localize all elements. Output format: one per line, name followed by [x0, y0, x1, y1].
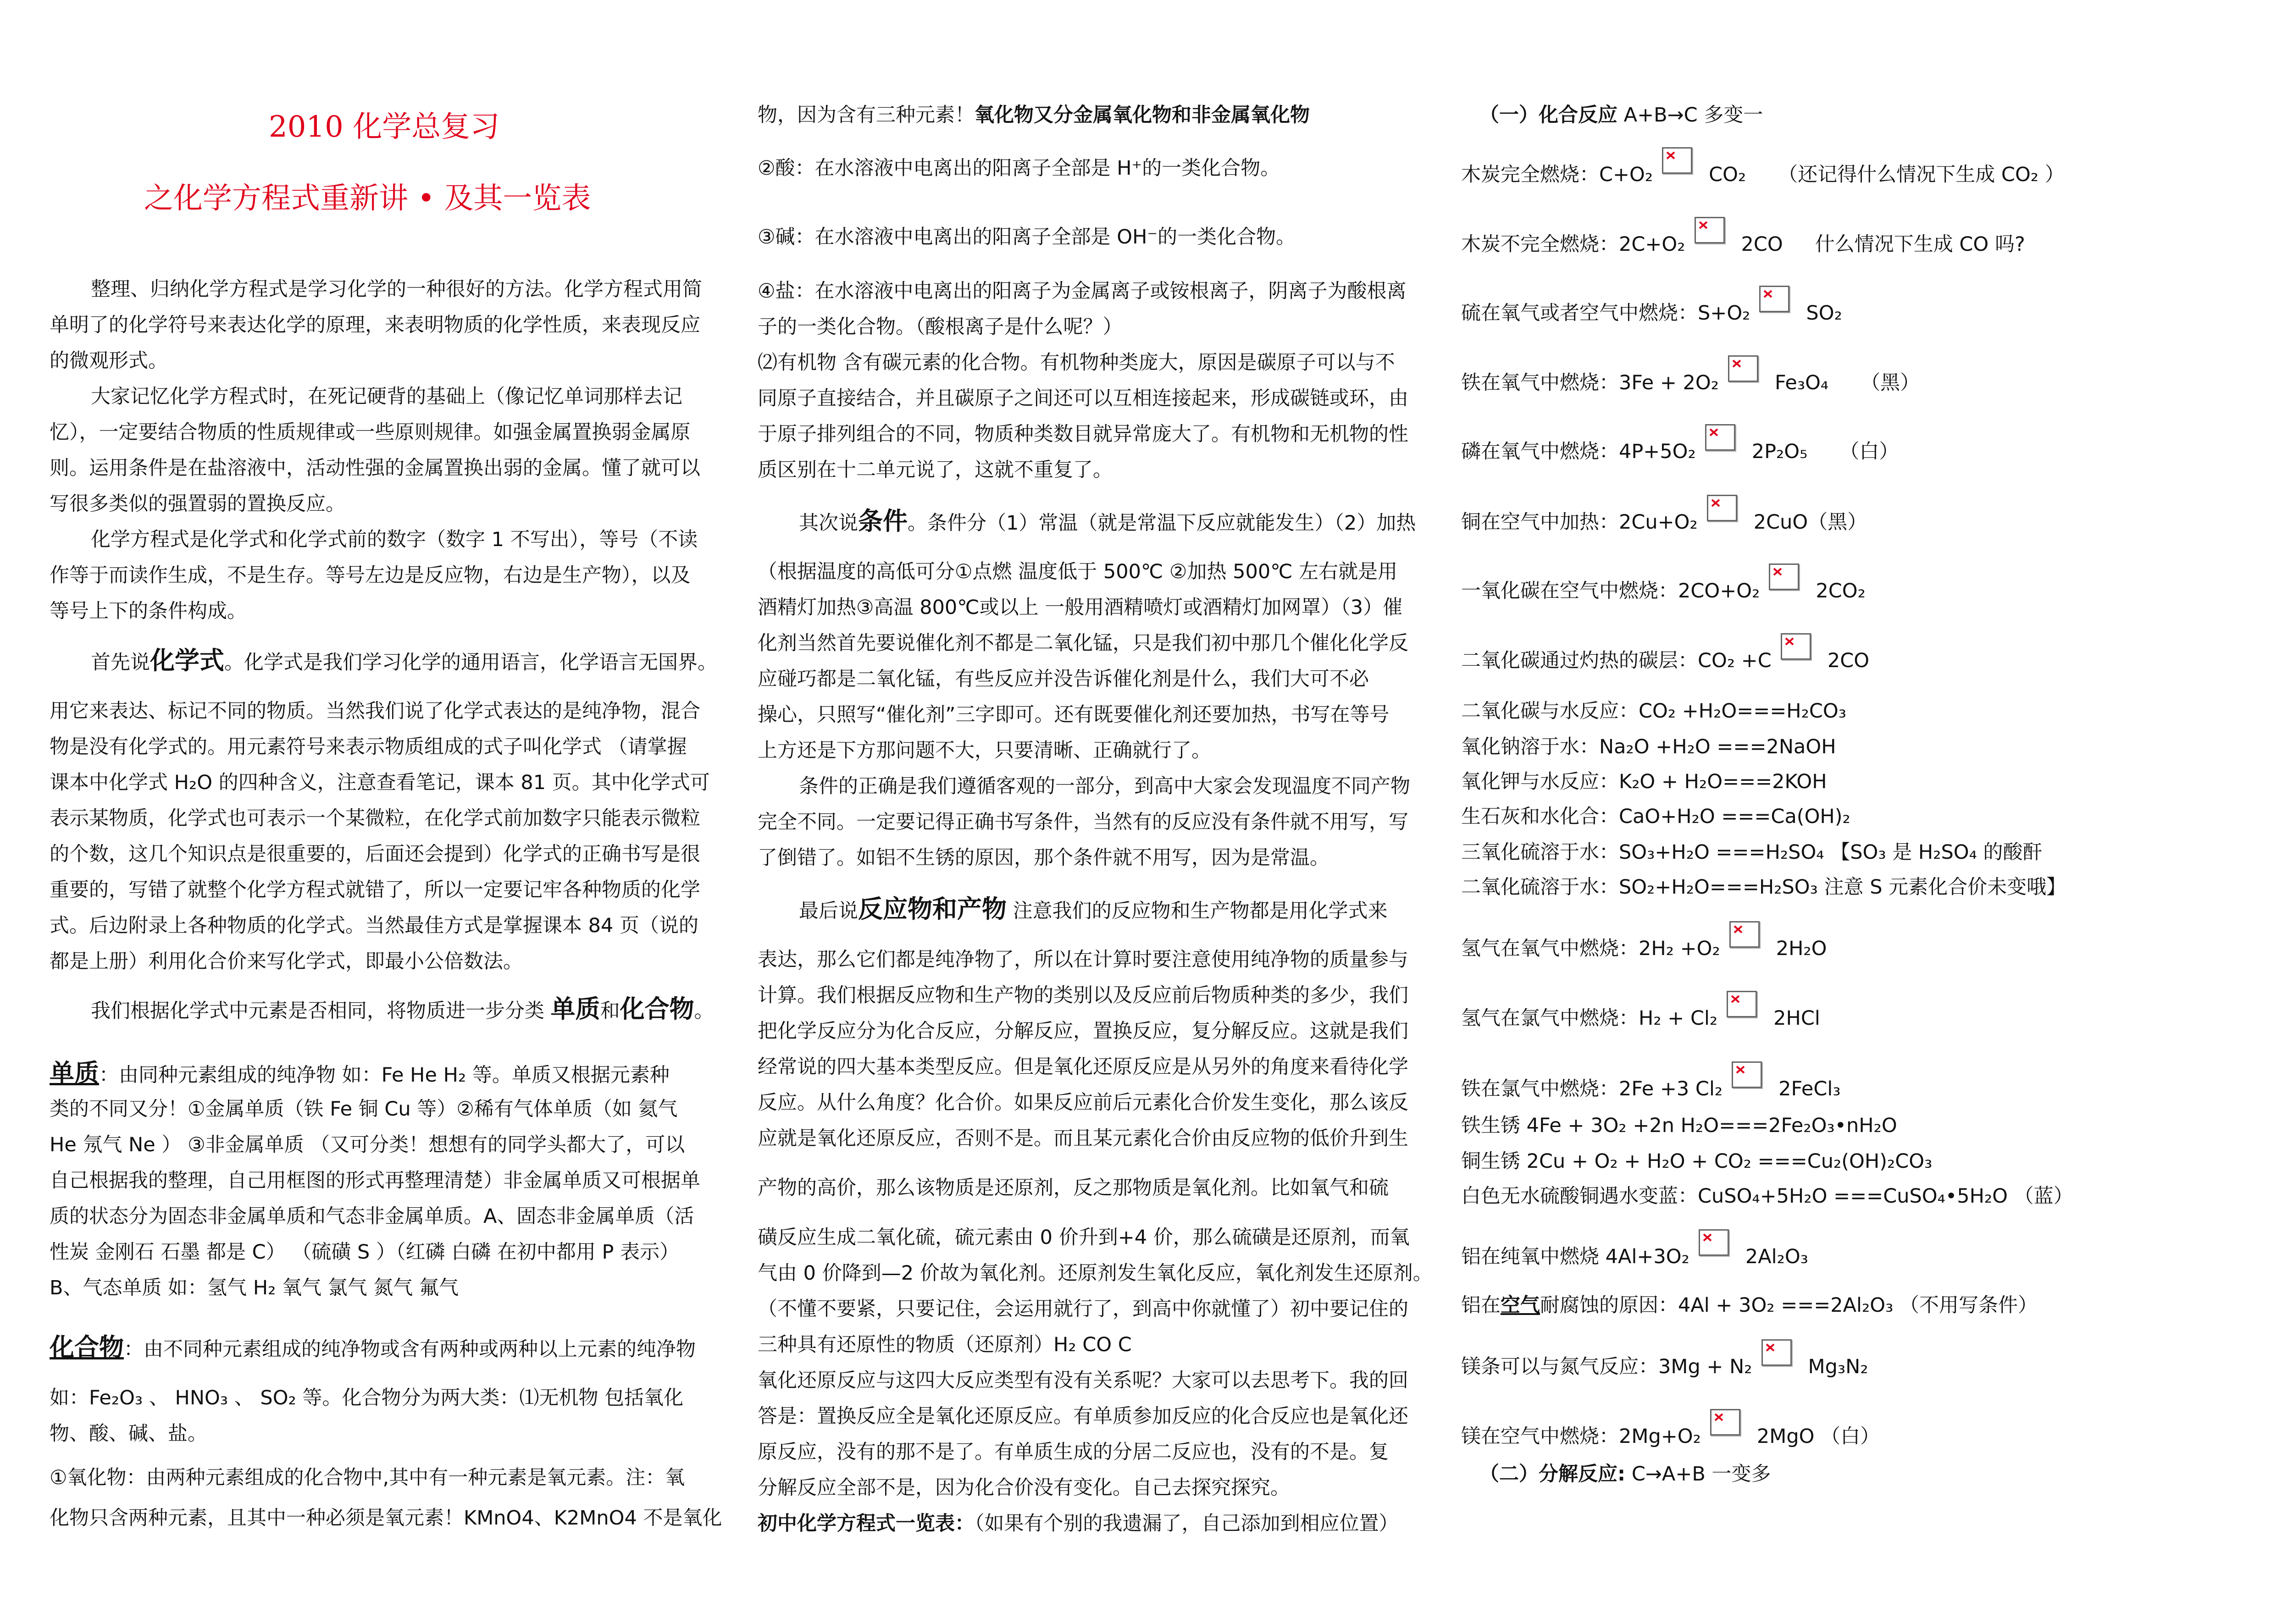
equation-line: 三氧化硫溶于水：SO₃+H₂O ===H₂SO₄ 【SO₃ 是 H₂SO₄ 的酸酐: [1461, 841, 2043, 864]
acid-definition: ②酸：在水溶液中电离出的阳离子全部是 H⁺的一类化合物。: [758, 157, 1280, 180]
huahewu-detail-line: 化物只含两种元素，且其中一种必须是氧元素！KMnO4、K2MnO4 不是氧化: [50, 1507, 722, 1530]
broken-image-icon: [1705, 424, 1735, 451]
reaction-line: [1461, 295, 1842, 331]
reaction-reactants: 镁在空气中燃烧：2Mg+O₂: [1461, 1425, 1701, 1448]
huahewu-detail-line: 物、酸、碱、盐。: [50, 1422, 207, 1445]
salt-definition-line: ④盐：在水溶液中电离出的阳离子为金属离子或铵根离子，阴离子为酸根离: [758, 280, 1407, 303]
p4-lead: 首先说: [91, 651, 150, 674]
danzhi-def: ：由同种元素组成的纯净物 如：Fe He H₂ 等。单质又根据元素种: [99, 1064, 670, 1087]
redox-line: 答是：置换反应全是氧化还原反应。有单质参加反应的化合反应也是氧化还: [758, 1405, 1408, 1428]
danzhi-detail-line: 质的状态分为固态非金属单质和气态非金属单质。A、固态非金属单质（活: [50, 1205, 694, 1228]
paragraph-3-line: 化学方程式是化学式和化学式前的数字（数字 1 不写出），等号（不读: [91, 528, 698, 551]
reactants-detail-line: 表达，那么它们都是纯净物了，所以在计算时要注意使用纯净物的质量参与: [758, 948, 1408, 971]
al-a: 铝在: [1461, 1294, 1501, 1317]
reaction-reactants: 氢气在氧气中燃烧：2H₂ +O₂: [1461, 937, 1720, 960]
danzhi-detail-line: B、气态单质 如：氢气 H₂ 氧气 氯气 氮气 氟气: [50, 1276, 459, 1299]
broken-image-icon: [1662, 147, 1692, 174]
redox-line: （不懂不要紧，只要记住，会运用就行了，到高中你就懂了）初中要记住的: [758, 1298, 1408, 1320]
broken-image-icon: [1761, 1339, 1792, 1366]
reaction-reactants: 铜在空气中加热：2Cu+O₂: [1461, 511, 1698, 534]
reaction-products: Fe₃O₄: [1775, 371, 1829, 394]
cond-key: 条件: [858, 507, 908, 536]
organic-line: ⑵有机物 含有碳元素的化合物。有机物种类庞大，原因是碳原子可以与不: [758, 351, 1395, 374]
conditions-2-line: 条件的正确是我们遵循客观的一部分，到高中大家会发现温度不同产物: [799, 775, 1410, 798]
paragraph-5-line: 用它来表达、标记不同的物质。当然我们说了化学式表达的是纯净物，混合: [50, 700, 700, 723]
broken-image-icon: [1781, 633, 1811, 660]
conditions-detail-line: （根据温度的高低可分①点燃 温度低于 500℃ ②加热 500℃ 左右就是用: [758, 560, 1398, 583]
reaction-line: [1461, 157, 2065, 193]
section-2-heading-line: [1479, 1456, 1771, 1492]
reaction-products: 2CO: [1741, 233, 1783, 256]
broken-image-icon: [1728, 355, 1758, 382]
p6-mid: 和: [600, 1000, 620, 1022]
equation-line: 生石灰和水化合：CaO+H₂O ===Ca(OH)₂: [1461, 805, 1850, 828]
reactants-detail-line: 计算。我们根据反应物和生产物的类别以及反应前后物质种类的多少，我们: [758, 984, 1408, 1007]
conditions-2-line: 完全不同。一定要记得正确书写条件，当然有的反应没有条件就不用写，写: [758, 811, 1408, 834]
fy-key: 反应物和产物: [858, 895, 1007, 923]
al-c: 耐腐蚀的原因：4Al + 3O₂ ===2Al₂O₃ （不用写条件）: [1540, 1294, 2038, 1317]
redox-line: 原反应，没有的那不是了。有单质生成的分居二反应也，没有的不是。复: [758, 1441, 1389, 1464]
reaction-line: [1461, 1000, 1820, 1036]
paragraph-2-line: 大家记忆化学方程式时，在死记硬背的基础上（像记忆单词那样去记: [91, 385, 682, 408]
equation-line: 铜生锈 2Cu + O₂ + H₂O + CO₂ ===Cu₂(OH)₂CO₃: [1461, 1150, 1933, 1173]
organic-line: 于原子排列组合的不同，物质种类数目就异常庞大了。有机物和无机物的性: [758, 423, 1408, 446]
organic-line: 质区别在十二单元说了，这就不重复了。: [758, 458, 1113, 481]
paragraph-3-line: 作等于而读作生成，不是生存。等号左边是反应物，右边是生产物），以及: [50, 564, 691, 587]
reactants-detail-line: 反应。从什么角度？化合价。如果反应前后元素化合价发生变化，那么该反: [758, 1091, 1408, 1114]
paragraph-5-line: 都是上册）利用化合价来写化学式，即最小公倍数法。: [50, 950, 523, 973]
reaction-note: （黑）: [1861, 371, 1920, 394]
equation-list-note: （如果有个别的我遗漏了，自己添加到相应位置）: [975, 1512, 1399, 1535]
reaction-note: （还记得什么情况下生成 CO₂ ）: [1778, 163, 2065, 186]
broken-image-icon: [1729, 921, 1760, 948]
huahewu-def: ：由不同种元素组成的纯净物或含有两种或两种以上元素的纯净物: [124, 1338, 696, 1361]
equation-line: 铁生锈 4Fe + 3O₂ +2n H₂O===2Fe₂O₃•nH₂O: [1461, 1114, 1897, 1137]
equation-list-heading: 初中化学方程式一览表：: [758, 1512, 975, 1535]
redox-line: 分解反应全部不是，因为化合价没有变化。自己去探究探究。: [758, 1476, 1290, 1499]
section-1-heading: （一）化合反应: [1479, 104, 1617, 127]
paragraph-1-line: 单明了的化学符号来表达化学的原理，来表明物质的化学性质，来表现反应: [50, 314, 700, 337]
p6-key-2: 化合物: [620, 994, 694, 1023]
paragraph-5-line: 的个数，这几个知识点是很重要的，后面还会提到）化学式的正确书写是很: [50, 843, 700, 866]
paragraph-5-line: 重要的，写错了就整个化学方程式就错了，所以一定要记牢各种物质的化学: [50, 878, 700, 901]
reaction-reactants: 磷在氧气中燃烧：4P+5O₂: [1461, 440, 1696, 463]
p4-rest: 。化学式是我们学习化学的通用语言，化学语言无国界。: [224, 651, 717, 674]
broken-image-icon: [1695, 217, 1725, 243]
redox-line: 磺反应生成二氧化硫，硫元素由 0 价升到+4 价，那么硫磺是还原剂，而氧: [758, 1226, 1410, 1249]
huahewu-detail-line: 如：Fe₂O₃ 、 HNO₃ 、 SO₂ 等。化合物分为两大类：⑴无机物 包括氧化: [50, 1386, 684, 1409]
reaction-products: 2Al₂O₃: [1745, 1245, 1808, 1268]
huahewu-heading: 化合物: [50, 1333, 124, 1362]
conditions-detail-line: 上方还是下方那问题不大，只要清晰、正确就行了。: [758, 739, 1211, 762]
section-2-rule: C→A+B 一变多: [1625, 1463, 1771, 1486]
reaction-note: 什么情况下生成 CO 吗?: [1815, 233, 2025, 256]
paragraph-5-line: 物是没有化学式的。用元素符号来表示物质组成的式子叫化学式 （请掌握: [50, 735, 687, 758]
equation-line: 二氧化硫溶于水：SO₂+H₂O===H₂SO₃ 注意 S 元素化合价未变哦】: [1461, 876, 2066, 899]
redox-line: 气由 0 价降到—2 价故为氧化剂。还原剂发生氧化反应，氧化剂发生还原剂。: [758, 1262, 1433, 1285]
broken-image-icon: [1707, 495, 1737, 521]
reaction-line: [1461, 1239, 1808, 1275]
reaction-products: 2CuO（黑）: [1753, 511, 1867, 534]
paragraph-1-line: 整理、归纳化学方程式是学习化学的一种很好的方法。化学方程式用简: [91, 278, 702, 301]
reaction-products: Mg₃N₂: [1808, 1355, 1868, 1378]
oxide-note-a: 物，因为含有三种元素！: [758, 104, 975, 127]
reaction-products: 2HCl: [1773, 1007, 1820, 1030]
danzhi-detail-line: 性炭 金刚石 石墨 都是 C） （硫磺 S ）（红磷 白磷 在初中都用 P 表示）: [50, 1241, 680, 1264]
conditions-2-line: 了倒错了。如铝不生锈的原因，那个条件就不用写，因为是常温。: [758, 846, 1329, 869]
reaction-reactants: 铁在氧气中燃烧：3Fe + 2O₂: [1461, 371, 1719, 394]
broken-image-icon: [1769, 563, 1799, 590]
reaction-reactants: 一氧化碳在空气中燃烧：2CO+O₂: [1461, 580, 1760, 602]
title-line-1: 2010 化学总复习: [269, 110, 500, 144]
reaction-line: [1461, 226, 2025, 262]
reaction-line: [1461, 931, 1827, 967]
reaction-reactants: 镁条可以与氮气反应：3Mg + N₂: [1461, 1355, 1752, 1378]
paragraph-5-line: 表示某物质，化学式也可表示一个某微粒，在化学式前加数字只能表示微粒: [50, 807, 700, 830]
fy-lead: 最后说: [799, 900, 858, 922]
redox-line: 氧化还原反应与这四大反应类型有没有关系呢？大家可以去思考下。我的回: [758, 1369, 1408, 1392]
base-definition: ③碱：在水溶液中电离出的阳离子全部是 OH⁻的一类化合物。: [758, 226, 1296, 249]
reactants-detail-line: 应就是氧化还原反应，否则不是。而且某元素化合价由反应物的低价升到生: [758, 1127, 1408, 1150]
oxide-note-line: [758, 97, 1310, 133]
paragraph-5-line: 课本中化学式 H₂O 的四种含义，注意查看笔记，课本 81 页。其中化学式可: [50, 771, 710, 794]
conditions-detail-line: 化剂当然首先要说催化剂不都是二氧化锰，只是我们初中那几个催化化学反: [758, 632, 1408, 655]
oxide-note-b: 氧化物又分金属氧化物和非金属氧化物: [975, 104, 1310, 127]
reaction-products: 2CO₂: [1816, 580, 1866, 602]
p6-end: 。: [694, 1000, 714, 1022]
p6-key-1: 单质: [550, 994, 600, 1023]
reaction-line: [1461, 1349, 1868, 1385]
reaction-reactants: 二氧化碳通过灼热的碳层：CO₂ +C: [1461, 649, 1772, 672]
broken-image-icon: [1759, 286, 1789, 312]
reaction-line: [1461, 504, 1867, 540]
salt-definition-line: 子的一类化合物。（酸根离子是什么呢？）: [758, 315, 1123, 338]
reaction-products: SO₂: [1806, 302, 1842, 325]
conditions-line: [758, 503, 1416, 541]
huahewu-line: [50, 1330, 696, 1367]
equation-line: 白色无水硫酸铜遇水变蓝：CuSO₄+5H₂O ===CuSO₄•5H₂O （蓝）: [1461, 1185, 2073, 1208]
danzhi-detail-line: 类的不同又分！①金属单质（铁 Fe 铜 Cu 等）②稀有气体单质（如 氦气: [50, 1098, 678, 1121]
section-1-heading-line: [1479, 97, 1763, 133]
broken-image-icon: [1699, 1229, 1729, 1256]
conditions-detail-line: 酒精灯加热③高温 800℃或以上 一般用酒精喷灯或酒精灯加网罩）（3）催: [758, 596, 1403, 619]
reaction-reactants: 氢气在氯气中燃烧：H₂ + Cl₂: [1461, 1007, 1718, 1030]
paragraph-6-line: [50, 991, 714, 1029]
reaction-reactants: 木炭不完全燃烧：2C+O₂: [1461, 233, 1685, 256]
paragraph-3-line: 等号上下的条件构成。: [50, 600, 247, 623]
paragraph-2-line: 忆），一定要结合物质的性质规律或一些原则规律。如强金属置换弱金属原: [50, 421, 691, 444]
reactants-line: [758, 891, 1388, 929]
equation-line: 二氧化碳与水反应：CO₂ +H₂O===H₂CO₃: [1461, 700, 1846, 723]
broken-image-icon: [1732, 1061, 1762, 1088]
danzhi-heading: 单质: [50, 1059, 99, 1088]
reactants-detail-line: 经常说的四大基本类型反应。但是氧化还原反应是从另外的角度来看待化学: [758, 1055, 1408, 1078]
paragraph-2-line: 写很多类似的强置弱的置换反应。: [50, 492, 345, 515]
cond-rest: 。条件分（1）常温（就是常温下反应就能发生）（2）加热: [908, 512, 1416, 535]
equation-line: 氧化钾与水反应：K₂O + H₂O===2KOH: [1461, 770, 1827, 793]
reaction-products: 2MgO （白）: [1756, 1425, 1880, 1448]
reaction-reactants: 铁在氯气中燃烧：2Fe +3 Cl₂: [1461, 1077, 1723, 1100]
aluminium-corrosion-line: [1461, 1287, 2038, 1323]
danzhi-detail-line: He 氖气 Ne ） ③非金属单质 （又可分类！想想有的同学头都大了，可以: [50, 1133, 685, 1156]
title-line-2: 之化学方程式重新讲 • 及其一览表: [144, 182, 591, 215]
reaction-line: [1461, 365, 1920, 401]
broken-image-icon: [1727, 991, 1757, 1017]
reaction-reactants: 木炭完全燃烧：C+O₂: [1461, 163, 1653, 186]
danzhi-line: [50, 1055, 670, 1093]
reaction-line: [1461, 434, 1899, 470]
reaction-line: [1461, 643, 1869, 679]
reaction-reactants: 铝在纯氧中燃烧 4Al+3O₂: [1461, 1245, 1689, 1268]
paragraph-2-line: 则。运用条件是在盐溶液中，活动性强的金属置换出弱的金属。懂了就可以: [50, 457, 700, 480]
conditions-detail-line: 应碰巧都是二氧化锰，有些反应并没告诉催化剂是什么，我们大可不必: [758, 668, 1369, 690]
p6-lead: 我们根据化学式中元素是否相同，将物质进一步分类: [91, 1000, 551, 1022]
reaction-line: [1461, 1071, 1841, 1107]
reaction-products: 2P₂O₅: [1751, 440, 1808, 463]
reaction-line: [1461, 573, 1866, 609]
reactants-detail-line: 把化学反应分为化合反应，分解反应，置换反应，复分解反应。这就是我们: [758, 1020, 1408, 1043]
fy-rest: 注意我们的反应物和生产物都是用化学式来: [1007, 900, 1388, 922]
danzhi-detail-line: 自己根据我的整理，自己用框图的形式再整理清楚）非金属单质又可根据单: [50, 1169, 700, 1192]
redox-line: 三种具有还原性的物质（还原剂）H₂ CO C: [758, 1333, 1132, 1356]
paragraph-5-line: 式。后边附录上各种物质的化学式。当然最佳方式是掌握课本 84 页（说的: [50, 914, 699, 937]
cond-lead: 其次说: [799, 512, 858, 535]
huahewu-detail-line: ①氧化物：由两种元素组成的化合物中,其中有一种元素是氧元素。注：氧: [50, 1466, 685, 1489]
broken-image-icon: [1710, 1409, 1740, 1436]
paragraph-4-line: [50, 643, 717, 680]
equation-list-heading-line: [758, 1506, 1399, 1541]
reaction-products: CO₂: [1709, 163, 1746, 186]
reaction-reactants: 硫在氧气或者空气中燃烧：S+O₂: [1461, 302, 1750, 325]
p4-key: 化学式: [150, 646, 224, 675]
equation-line: 氧化钠溶于水：Na₂O +H₂O ===2NaOH: [1461, 735, 1836, 758]
reaction-products: 2FeCl₃: [1778, 1077, 1841, 1100]
section-2-heading: （二）分解反应:: [1479, 1463, 1626, 1486]
al-b: 空气: [1501, 1294, 1540, 1317]
section-1-rule: A+B→C 多变一: [1617, 104, 1763, 127]
reaction-products: 2CO: [1827, 649, 1870, 672]
reaction-line: [1461, 1419, 1880, 1454]
organic-line: 同原子直接结合，并且碳原子之间还可以互相连接起来，形成碳链或环，由: [758, 387, 1408, 410]
reaction-note: （白）: [1839, 440, 1899, 463]
paragraph-1-line: 的微观形式。: [50, 349, 168, 372]
conditions-detail-line: 操心，只照写“催化剂”三字即可。还有既要催化剂还要加热，书写在等号: [758, 703, 1390, 726]
reaction-products: 2H₂O: [1776, 937, 1827, 960]
redox-line: 产物的高价，那么该物质是还原剂，反之那物质是氧化剂。比如氧气和硫: [758, 1177, 1389, 1199]
